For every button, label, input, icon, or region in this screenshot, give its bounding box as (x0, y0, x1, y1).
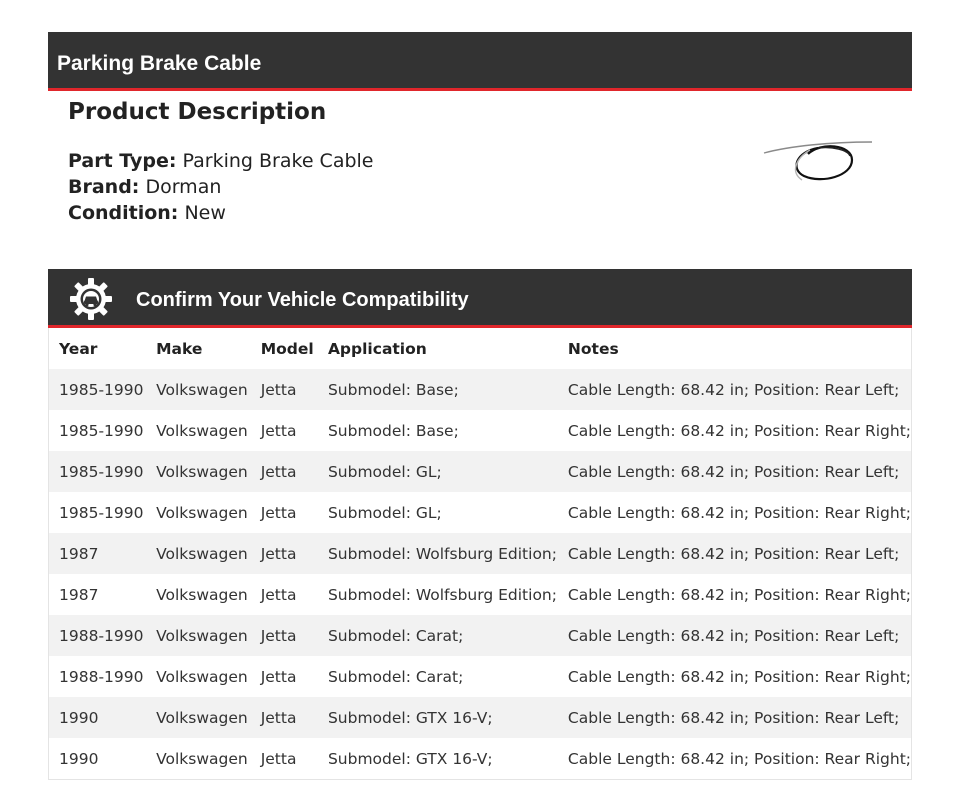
table-row[interactable] (49, 574, 911, 615)
cell-model: Jetta (251, 492, 318, 533)
cell-year: 1990 (49, 738, 146, 779)
cell-application: Submodel: Wolfsburg Edition; (318, 574, 558, 615)
cell-notes: Cable Length: 68.42 in; Position: Rear Left; (558, 533, 911, 574)
cell-make: Volkswagen (146, 451, 251, 492)
cell-model: Jetta (251, 615, 318, 656)
table-row[interactable] (49, 369, 911, 410)
table-row[interactable] (49, 738, 911, 779)
cell-notes: Cable Length: 68.42 in; Position: Rear Right; (558, 492, 911, 533)
cell-make: Volkswagen (146, 697, 251, 738)
compatibility-table (49, 328, 911, 779)
cell-model: Jetta (251, 533, 318, 574)
cell-application: Submodel: GL; (318, 451, 558, 492)
table-row[interactable] (49, 410, 911, 451)
table-row[interactable] (49, 451, 911, 492)
table-body (49, 369, 911, 779)
cell-notes: Cable Length: 68.42 in; Position: Rear Right; (558, 656, 911, 697)
spec-condition (68, 200, 374, 226)
table-row[interactable] (49, 492, 911, 533)
cell-application: Submodel: GTX 16-V; (318, 738, 558, 779)
column-header-application[interactable]: Application (327, 339, 427, 358)
table-row[interactable] (49, 697, 911, 738)
column-header-model[interactable]: Model (260, 339, 314, 358)
cell-make: Volkswagen (146, 369, 251, 410)
table-row[interactable] (49, 533, 911, 574)
spec-brand (68, 174, 374, 200)
cell-model: Jetta (251, 369, 318, 410)
column-header-notes[interactable]: Notes (567, 339, 619, 358)
column-header-make[interactable]: Make (156, 339, 203, 358)
cell-make: Volkswagen (146, 574, 251, 615)
cell-model: Jetta (251, 410, 318, 451)
column-header-year[interactable]: Year (59, 339, 98, 358)
gear-car-icon (69, 277, 113, 321)
cell-year: 1990 (49, 697, 146, 738)
compatibility-table-container (48, 328, 912, 780)
cell-notes: Cable Length: 68.42 in; Position: Rear Left; (558, 615, 911, 656)
cell-year: 1985-1990 (49, 492, 146, 533)
cell-application: Submodel: Carat; (318, 615, 558, 656)
cell-notes: Cable Length: 68.42 in; Position: Rear Right; (558, 410, 911, 451)
cell-application: Submodel: GL; (318, 492, 558, 533)
product-title-banner (48, 32, 912, 91)
cell-make: Volkswagen (146, 615, 251, 656)
spec-value: New (184, 202, 226, 224)
cell-year: 1987 (49, 574, 146, 615)
cell-notes: Cable Length: 68.42 in; Position: Rear Right; (558, 738, 911, 779)
cell-model: Jetta (251, 451, 318, 492)
description-heading: Product Description (68, 99, 327, 125)
cell-year: 1985-1990 (49, 369, 146, 410)
cell-make: Volkswagen (146, 656, 251, 697)
cell-year: 1988-1990 (49, 615, 146, 656)
cell-make: Volkswagen (146, 410, 251, 451)
cell-model: Jetta (251, 738, 318, 779)
table-row[interactable] (49, 615, 911, 656)
cell-notes: Cable Length: 68.42 in; Position: Rear Left; (558, 369, 911, 410)
table-row[interactable] (49, 656, 911, 697)
spec-part-type (68, 148, 374, 174)
cell-application: Submodel: Base; (318, 410, 558, 451)
cell-model: Jetta (251, 656, 318, 697)
product-image[interactable] (760, 134, 876, 190)
cell-make: Volkswagen (146, 533, 251, 574)
spec-label: Part Type: (68, 150, 177, 172)
cell-application: Submodel: Wolfsburg Edition; (318, 533, 558, 574)
compatibility-banner (48, 269, 912, 328)
spec-list (68, 148, 374, 226)
table-header-row (49, 328, 911, 369)
cell-year: 1987 (49, 533, 146, 574)
cell-year: 1988-1990 (49, 656, 146, 697)
spec-label: Condition: (68, 202, 179, 224)
cell-make: Volkswagen (146, 492, 251, 533)
cell-year: 1985-1990 (49, 451, 146, 492)
cell-notes: Cable Length: 68.42 in; Position: Rear Left; (558, 451, 911, 492)
spec-label: Brand: (68, 176, 140, 198)
spec-value: Parking Brake Cable (182, 150, 374, 172)
product-title: Parking Brake Cable (57, 52, 262, 75)
cell-application: Submodel: Base; (318, 369, 558, 410)
product-description (68, 96, 374, 226)
cell-year: 1985-1990 (49, 410, 146, 451)
cell-model: Jetta (251, 574, 318, 615)
cell-make: Volkswagen (146, 738, 251, 779)
cell-notes: Cable Length: 68.42 in; Position: Rear Right; (558, 574, 911, 615)
spec-value: Dorman (145, 176, 222, 198)
cell-application: Submodel: Carat; (318, 656, 558, 697)
cell-notes: Cable Length: 68.42 in; Position: Rear Left; (558, 697, 911, 738)
cell-model: Jetta (251, 697, 318, 738)
compatibility-title: Confirm Your Vehicle Compatibility (136, 289, 469, 311)
cell-application: Submodel: GTX 16-V; (318, 697, 558, 738)
